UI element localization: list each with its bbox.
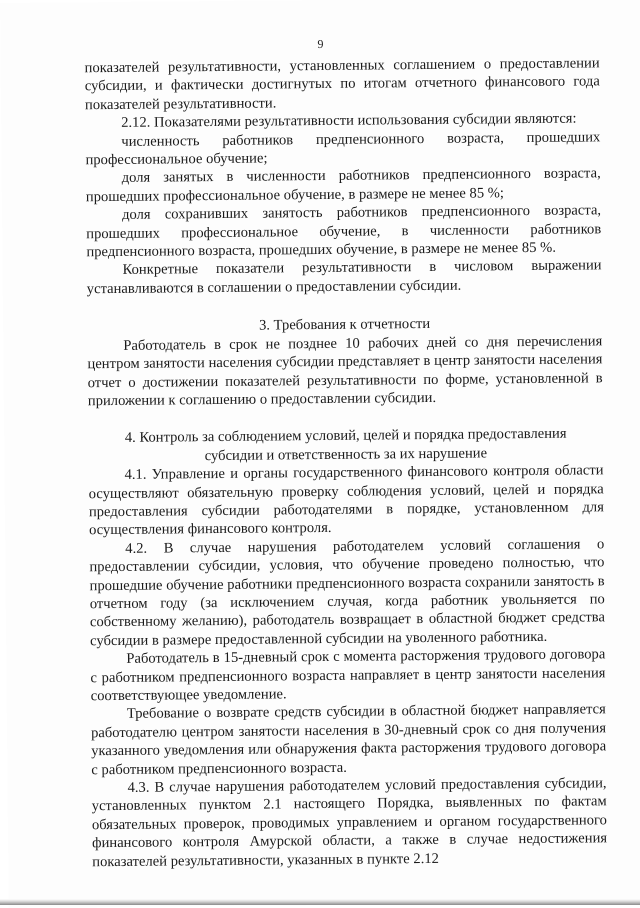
page-number: 9 xyxy=(317,36,324,52)
paragraph-4-3: 4.3. В случае нарушения работодателем условий предоставления субсидии, установленных пунктом 2.1 настоящего Порядка, выявленных по фактам обязательных проверок, проводимых управлением и органом государственного финансового контроля Амурской области, а также в случае недостижения показателей результативности, указанных в пункте 2.12 xyxy=(91,775,608,870)
paragraph-refund-requirement: Требование о возврате средств субсидии в областной бюджет направляется работодателю центром занятости населения в 30-дневный срок со дня получения указанного уведомления или обнаружения факта расторжения трудового договора с работником предпенсионного возраста. xyxy=(90,701,607,778)
paragraph-notice-15-days: Работодатель в 15-дневный срок с момента расторжения трудового договора с работником предпенсионного возраста направляет в центр занятости населения соответствующее уведомление. xyxy=(90,646,606,705)
paragraph-2-12: 2.12. Показателями результативности использования субсидии являются: xyxy=(121,110,577,132)
paragraph-4-2: 4.2. В случае нарушения работодателем условий соглашения о предоставлении субсидии, условия, что обучение проведено полностью, что прошедшие обучение работники предпенсионного возраста сохранили занятость в отчетном году (за исключением случая, когда работник увольняется по собственному желанию), работодатель возвращает в областной бюджет средства субсидии в размере предоставленной субсидии на уволенного работника. xyxy=(89,536,606,650)
section-3-heading: 3. Требования к отчетности xyxy=(258,316,431,334)
paragraph-indicator-employed-share: доля занятых в численности работников предпенсионного возраста, прошедших профессиональное обучение, в размере не менее 85 %; xyxy=(85,165,601,206)
paragraph-indicator-count: численность работников предпенсионного возраста, прошедших профессиональное обучение; xyxy=(85,128,601,169)
section-4-heading-line1: 4. Контроль за соблюдением условий, целей и порядка предоставления xyxy=(124,425,567,447)
paragraph-4-1: 4.1. Управление и органы государственного финансового контроля области осуществляют обязательную проверку соблюдения условий, целей и порядка предоставления субсидии работодателями в порядке, установленном для осуществления финансового контроля. xyxy=(88,462,604,539)
document-body xyxy=(85,54,608,871)
section-4-heading-line2: субсидии и ответственность за их нарушение xyxy=(204,445,488,464)
paragraph-specific-indicators: Конкретные показатели результативности в числовом выражении устанавливаются в соглашении о предоставлении субсидии. xyxy=(86,257,602,298)
paragraph-results-continued: показателей результативности, установленных соглашением о предоставлении субсидии, и фактически достигнутых по итогам отчетного финансового года показателей результативности. xyxy=(84,55,600,114)
paragraph-reporting: Работодатель в срок не позднее 10 рабочих дней со дня перечисления центром занятости населения субсидии представляет в центр занятости населения отчет о достижении показателей результативности по форме, установленной в приложении к соглашению о предоставлении субсидии. xyxy=(87,332,603,410)
scan-bottom-edge xyxy=(0,899,640,905)
paragraph-indicator-retained-share: доля сохранивших занятость работников предпенсионного возраста, прошедших профессиональное обучение, в численности работников предпенсионного возраста, прошедших обучение, в размере не менее 85 %. xyxy=(86,202,602,261)
